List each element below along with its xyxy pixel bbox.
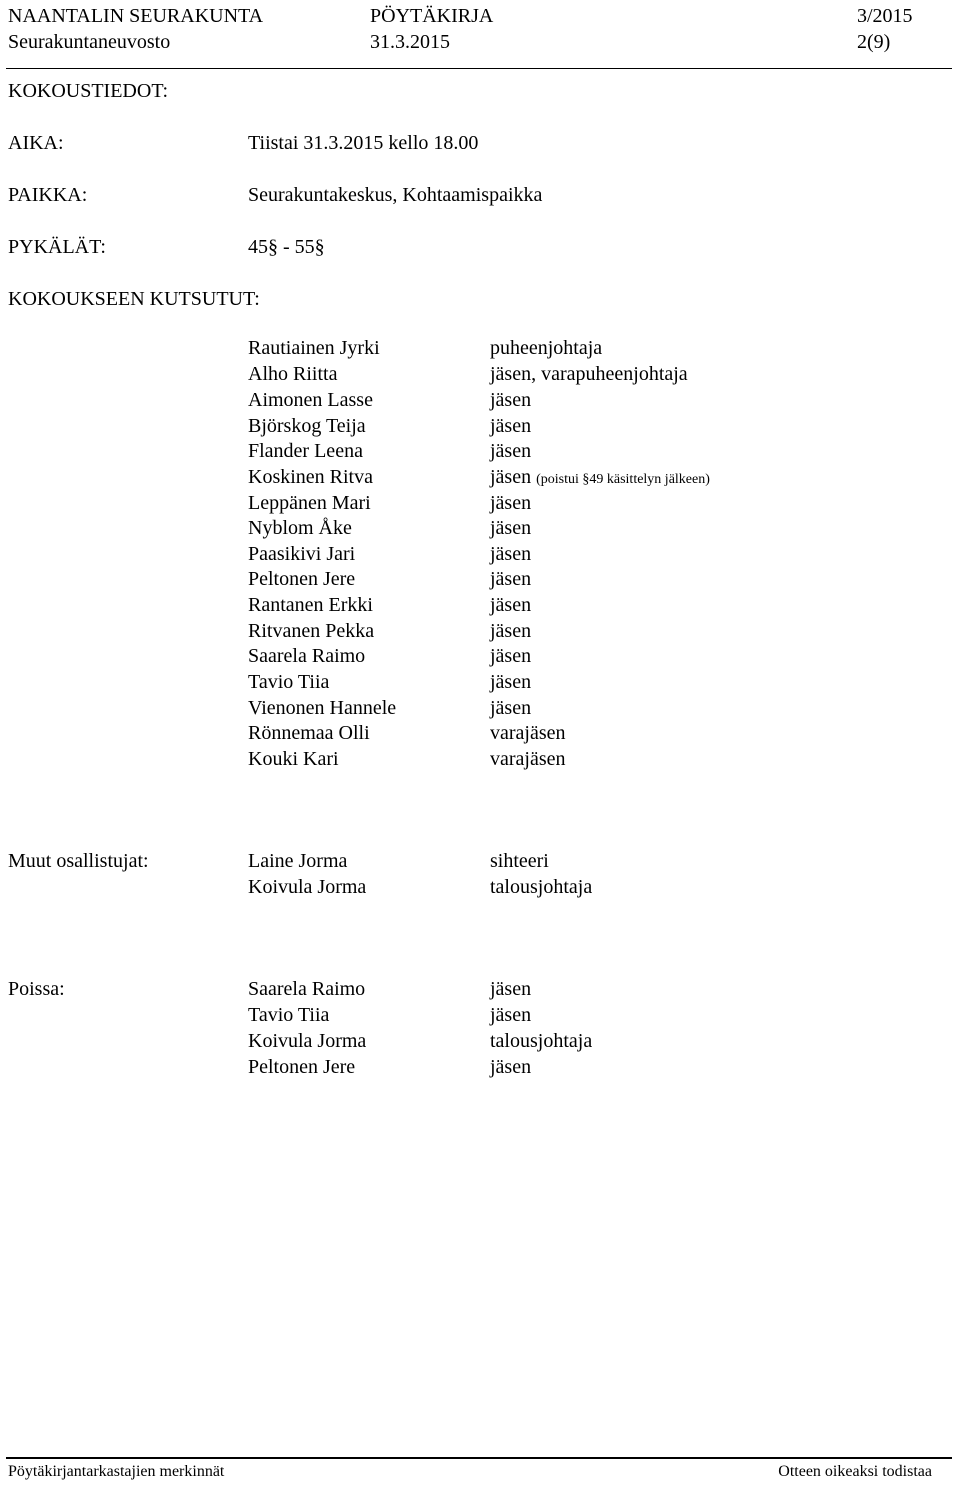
absent-role: jäsen — [490, 1056, 532, 1078]
body-name: Seurakuntaneuvosto — [8, 31, 171, 53]
header-rule — [6, 68, 952, 69]
invited-role: jäsen — [490, 466, 532, 488]
footer-right: Otteen oikeaksi todistaa — [778, 1463, 932, 1480]
place-label: PAIKKA: — [8, 184, 88, 206]
doc-type: PÖYTÄKIRJA — [370, 5, 494, 27]
absent-role: talousjohtaja — [490, 1030, 593, 1052]
invited-role: jäsen — [490, 415, 532, 437]
absent-name: Tavio Tiia — [248, 1004, 330, 1026]
invited-role: jäsen — [490, 389, 532, 411]
invited-role: jäsen — [490, 543, 532, 565]
doc-number: 3/2015 — [857, 5, 913, 27]
invited-role: puheenjohtaja — [490, 337, 603, 359]
invited-role: jäsen — [490, 440, 532, 462]
invited-name: Rautiainen Jyrki — [248, 337, 380, 359]
other-role: sihteeri — [490, 850, 549, 872]
page-number: 2(9) — [857, 31, 891, 53]
others-label: Muut osallistujat: — [8, 850, 149, 872]
invited-role: jäsen — [490, 671, 532, 693]
invited-name: Tavio Tiia — [248, 671, 330, 693]
absent-role: jäsen — [490, 1004, 532, 1026]
invited-name: Aimonen Lasse — [248, 389, 373, 411]
invited-role: varajäsen — [490, 748, 566, 770]
sections-label: PYKÄLÄT: — [8, 236, 106, 258]
other-role: talousjohtaja — [490, 876, 593, 898]
footer-rule — [6, 1457, 952, 1459]
invited-name: Rönnemaa Olli — [248, 722, 370, 744]
invited-role: varajäsen — [490, 722, 566, 744]
absent-name: Peltonen Jere — [248, 1056, 356, 1078]
invited-heading: KOKOUKSEEN KUTSUTUT: — [8, 288, 260, 310]
invited-note: (poistui §49 käsittelyn jälkeen) — [536, 472, 710, 487]
invited-role: jäsen — [490, 645, 532, 667]
invited-name: Björskog Teija — [248, 415, 366, 437]
invited-role: jäsen, varapuheenjohtaja — [490, 363, 688, 385]
invited-role: jäsen — [490, 568, 532, 590]
invited-name: Nyblom Åke — [248, 517, 352, 539]
absent-label: Poissa: — [8, 978, 65, 1000]
org-name: NAANTALIN SEURAKUNTA — [8, 5, 264, 27]
invited-role: jäsen — [490, 620, 532, 642]
invited-name: Koskinen Ritva — [248, 466, 373, 488]
place-value: Seurakuntakeskus, Kohtaamispaikka — [248, 184, 543, 206]
invited-role: jäsen — [490, 492, 532, 514]
invited-role: jäsen — [490, 594, 532, 616]
invited-name: Ritvanen Pekka — [248, 620, 375, 642]
absent-role: jäsen — [490, 978, 532, 1000]
invited-role-with-note — [490, 464, 710, 493]
other-name: Koivula Jorma — [248, 876, 367, 898]
absent-name: Saarela Raimo — [248, 978, 366, 1000]
invited-name: Vienonen Hannele — [248, 697, 397, 719]
invited-role: jäsen — [490, 697, 532, 719]
other-name: Laine Jorma — [248, 850, 348, 872]
time-value: Tiistai 31.3.2015 kello 18.00 — [248, 132, 479, 154]
meeting-date: 31.3.2015 — [370, 31, 450, 53]
meeting-info-heading: KOKOUSTIEDOT: — [8, 80, 169, 102]
invited-role: jäsen — [490, 517, 532, 539]
invited-name: Leppänen Mari — [248, 492, 371, 514]
invited-name: Saarela Raimo — [248, 645, 366, 667]
invited-name: Alho Riitta — [248, 363, 338, 385]
sections-value: 45§ - 55§ — [248, 236, 325, 258]
absent-name: Koivula Jorma — [248, 1030, 367, 1052]
invited-name: Rantanen Erkki — [248, 594, 373, 616]
time-label: AIKA: — [8, 132, 64, 154]
invited-name: Peltonen Jere — [248, 568, 356, 590]
invited-name: Kouki Kari — [248, 748, 339, 770]
invited-name: Flander Leena — [248, 440, 363, 462]
invited-name: Paasikivi Jari — [248, 543, 356, 565]
footer-left: Pöytäkirjantarkastajien merkinnät — [8, 1463, 225, 1480]
